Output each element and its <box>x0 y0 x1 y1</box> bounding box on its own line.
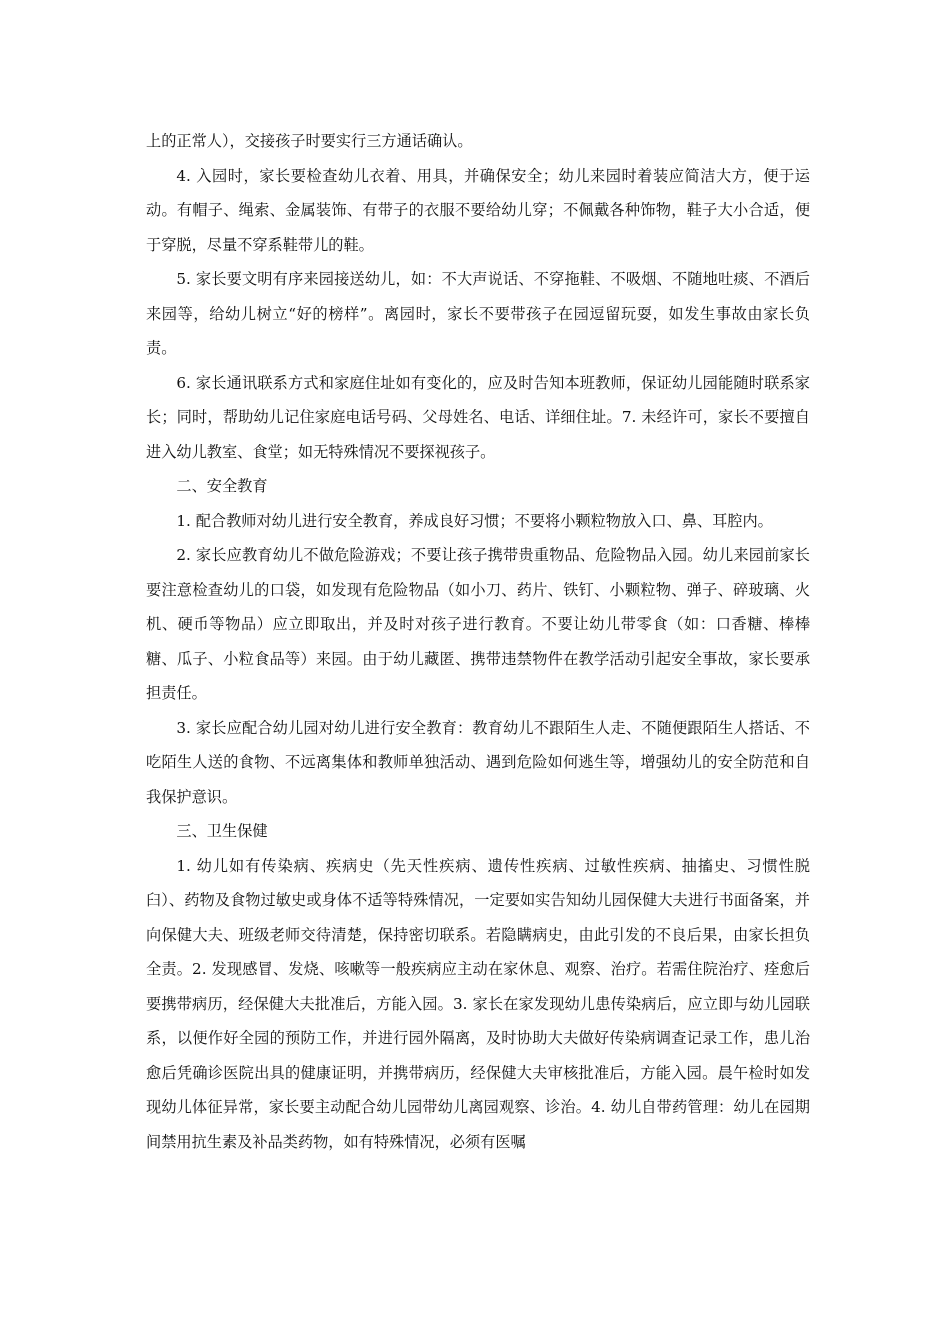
paragraph-safety-2: 2. 家长应教育幼儿不做危险游戏；不要让孩子携带贵重物品、危险物品入园。幼儿来园前家长要注意检查幼儿的口袋，如发现有危险物品（如小刀、药片、铁钉、小颗粒物、弹子、碎玻璃、火机、硬币等物品）应立即取出，并及时对孩子进行教育。不要让幼儿带零食（如：口香糖、棒棒糖、瓜子、小粒食品等）来园。由于幼儿藏匿、携带违禁物件在教学活动引起安全事故，家长要承担责任。 <box>146 546 810 702</box>
paragraph-safety-1: 1. 配合教师对幼儿进行安全教育，养成良好习惯；不要将小颗粒物放入口、鼻、耳腔内。 <box>176 511 773 530</box>
document-body <box>146 124 810 1159</box>
section-heading-health-care: 三、卫生保健 <box>176 822 268 840</box>
paragraph-item-5: 5. 家长要文明有序来园接送幼儿，如：不大声说话、不穿拖鞋、不吸烟、不随地吐痰、不酒后来园等，给幼儿树立“好的榜样”。离园时，家长不要带孩子在园逗留玩耍，如发生事故由家长负责。 <box>146 270 810 357</box>
paragraph-safety-3: 3. 家长应配合幼儿园对幼儿进行安全教育：教育幼儿不跟陌生人走、不随便跟陌生人搭话、不吃陌生人送的食物、不远离集体和教师单独活动、遇到危险如何逃生等，增强幼儿的安全防范和自我保护意识。 <box>146 718 810 806</box>
paragraph-health-1-4: 1. 幼儿如有传染病、疾病史（先天性疾病、遗传性疾病、过敏性疾病、抽搐史、习惯性脱臼）、药物及食物过敏史或身体不适等特殊情况，一定要如实告知幼儿园保健大夫进行书面备案，并向保健大夫、班级老师交待清楚，保持密切联系。若隐瞒病史，由此引发的不良后果，由家长担负全责。2. 发现感冒、发烧、咳嗽等一般疾病应主动在家休息、观察、治疗。若需住院治疗、痊愈后要携带病历，经保健大夫批准后，方能入园。3. 家长在家发现幼儿患传染病后，应立即与幼儿园联系，以便作好全园的预防工作，并进行园外隔离，及时协助大夫做好传染病调查记录工作，患儿治愈后凭确诊医院出具的健康证明，并携带病历，经保健大夫审核批准后，方能入园。晨午检时如发现幼儿体征异常，家长要主动配合幼儿园带幼儿离园观察、诊治。4. 幼儿自带药管理：幼儿在园期间禁用抗生素及补品类药物，如有特殊情况，必须有医嘱 <box>146 856 810 1151</box>
paragraph-continuation: 上的正常人），交接孩子时要实行三方通话确认。 <box>146 132 473 150</box>
paragraph-item-6-7: 6. 家长通讯联系方式和家庭住址如有变化的，应及时告知本班教师，保证幼儿园能随时联系家长；同时，帮助幼儿记住家庭电话号码、父母姓名、电话、详细住址。7. 未经许可，家长不要擅自进入幼儿教室、食堂；如无特殊情况不要探视孩子。 <box>146 373 810 461</box>
paragraph-item-4: 4. 入园时，家长要检查幼儿衣着、用具，并确保安全；幼儿来园时着装应简洁大方，便于运动。有帽子、绳索、金属装饰、有带子的衣服不要给幼儿穿；不佩戴各种饰物，鞋子大小合适，便于穿脱，尽量不穿系鞋带儿的鞋。 <box>146 166 810 254</box>
section-heading-safety-education: 二、安全教育 <box>176 477 268 495</box>
